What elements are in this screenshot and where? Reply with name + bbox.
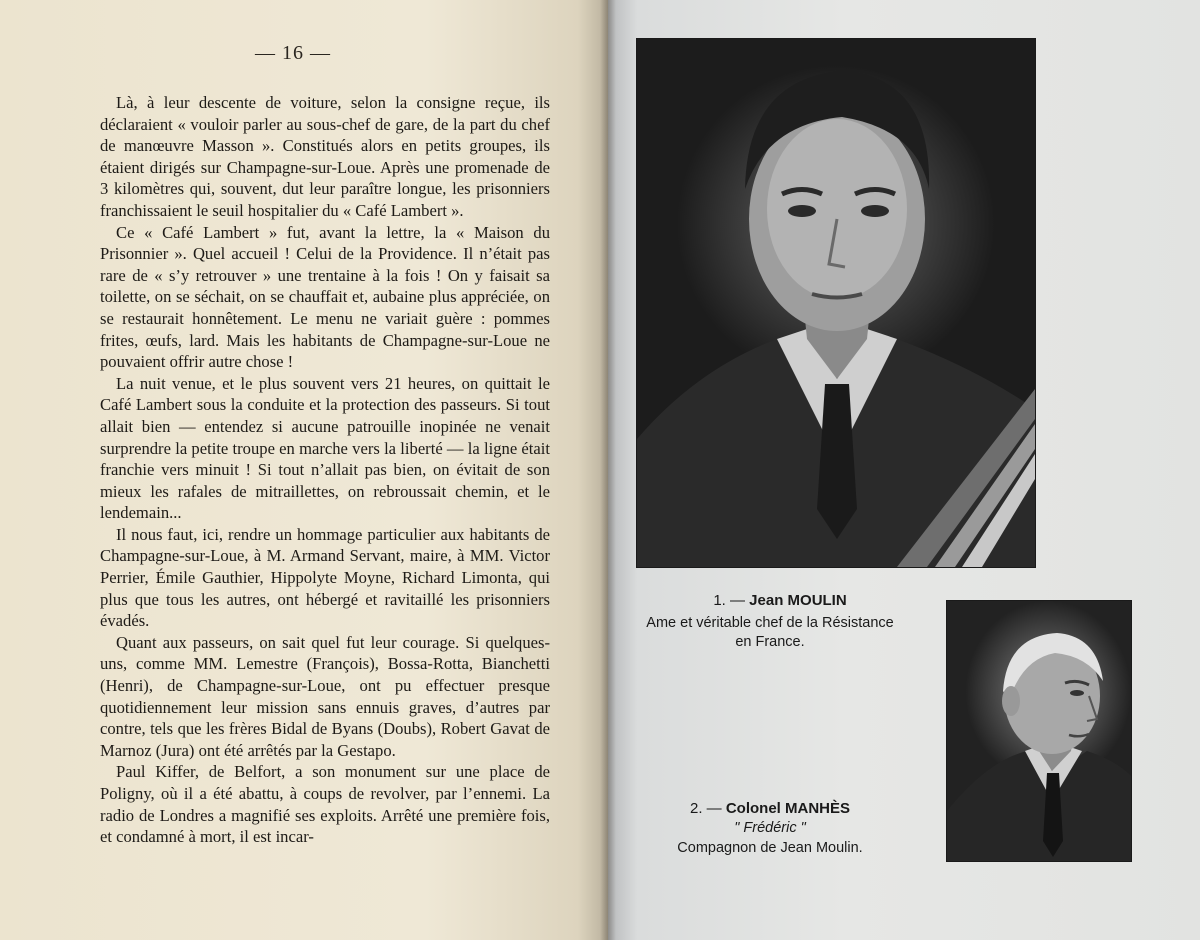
caption-2-name: Colonel MANHÈS [725,800,851,817]
caption-2-description: Compagnon de Jean Moulin. [677,840,863,856]
portrait-photo-colonel-manhes [946,600,1132,862]
caption-1-line-2: en France. [735,634,805,650]
paragraph: Quant aux passeurs, on sait quel fut leur courage. Si quelques-uns, comme MM. Lemestre (François), Bossa-Rotta, Bianchetti (Henri), de Champagne-sur-Loue, ont pu effectuer presque quotidiennement leur mission sans ennuis graves, d’autres par contre, tels que les frères Bidal de Byans (Doubs), Robert Gavat de Marnoz (Jura) ont été arrêtés par la Gestapo. [100,632,550,760]
caption-1-line-1: Ame et véritable chef de la Résistance [646,615,894,631]
caption-1-title [630,592,930,609]
paragraph: Ce « Café Lambert » fut, avant la lettre, la « Maison du Prisonnier ». Quel accueil ! Celui de la Providence. Il n’était pas rare de « s’y retrouver » une trentaine à la fois ! On y faisait sa toilette, on se séchait, on se chauffait et, aubaine plus appréciée, on se restaurait honnêtement. Le menu ne variait guère : pommes frites, œufs, lard. Mais les habitants de Champagne-sur-Loue ne pouvaient offrir autre chose ! [100,222,550,372]
paragraph: La nuit venue, et le plus souvent vers 21 heures, on quittait le Café Lambert sous la conduite et la protection des passeurs. Si tout allait bien — entendez si aucune patrouille inopinée ne venait surprendre la petite troupe en marche vers la liberté — la ligne était franchie vers minuit ! Si tout n’allait pas bien, on évitait de son mieux les rafales de mitraillettes, on rebroussait chemin, et le lendemain... [100,373,550,523]
caption-2-alias: " Frédéric " [734,820,806,836]
body-text [100,92,550,848]
caption-1-name: Jean MOULIN [749,592,847,609]
book-gutter [600,0,616,940]
caption-1-number: 1. — [713,592,745,609]
caption-2-title [640,800,900,817]
caption-2-number: 2. — [689,800,722,817]
paragraph: Il nous faut, ici, rendre un hommage particulier aux habitants de Champagne-sur-Loue, à M. Armand Servant, maire, à MM. Victor Perrier, Émile Gauthier, Hippolyte Moyne, Richard Limonta, qui plus que tous les autres, ont hébergé et ravitaillé les prisonniers évadés. [100,524,550,631]
paragraph: Là, à leur descente de voiture, selon la consigne reçue, ils déclaraient « vouloir parler au sous-chef de gare, de la part du chef de manœuvre Masson ». Constitués alors en petits groupes, ils étaient dirigés sur Champagne-sur-Loue. Après une promenade de 3 kilomètres qui, souvent, dut leur paraître longue, les prisonniers franchissaient le seuil hospitalier du « Café Lambert ». [100,93,550,220]
page-number: — 16 — [255,42,331,64]
caption-1-description [620,614,920,652]
paragraph: Paul Kiffer, de Belfort, a son monument sur une place de Poligny, où il a été abattu, à coups de revolver, par l’ennemi. La radio de Londres a magnifié ses exploits. Arrêté une première fois, et condamné à mort, il est incar- [100,762,550,847]
portrait-photo-jean-moulin [636,38,1036,568]
